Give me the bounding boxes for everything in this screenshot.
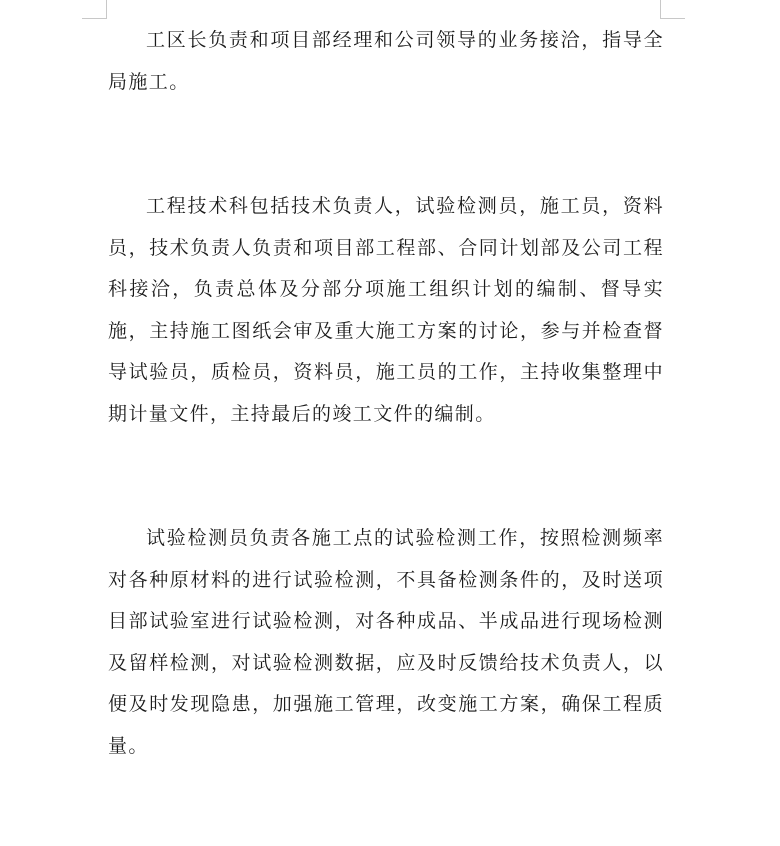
paragraph-test-inspector: 试验检测员负责各施工点的试验检测工作，按照检测频率对各种原材料的进行试验检测，不具备检测条件的，及时送项目部试验室进行试验检测，对各种成品、半成品进行现场检测及留样检测，对试验检测数据，应及时反馈给技术负责人，以便及时发现隐患，加强施工管理，改变施工方案，确保工程质量。	[108, 527, 664, 757]
blank-line	[108, 435, 664, 518]
paragraph-site-chief: 工区长负责和项目部经理和公司领导的业务接洽，指导全局施工。	[108, 29, 664, 93]
blank-line	[108, 103, 664, 186]
document-body[interactable]	[108, 20, 664, 767]
page-corner-mark-right	[660, 0, 685, 19]
page-corner-mark-left	[82, 0, 107, 19]
paragraph-engineering-dept: 工程技术科包括技术负责人，试验检测员，施工员，资料员，技术负责人负责和项目部工程部、合同计划部及公司工程科接洽，负责总体及分部分项施工组织计划的编制、督导实施，主持施工图纸会审及重大施工方案的讨论，参与并检查督导试验员，质检员，资料员，施工员的工作，主持收集整理中期计量文件，主持最后的竣工文件的编制。	[108, 195, 664, 425]
